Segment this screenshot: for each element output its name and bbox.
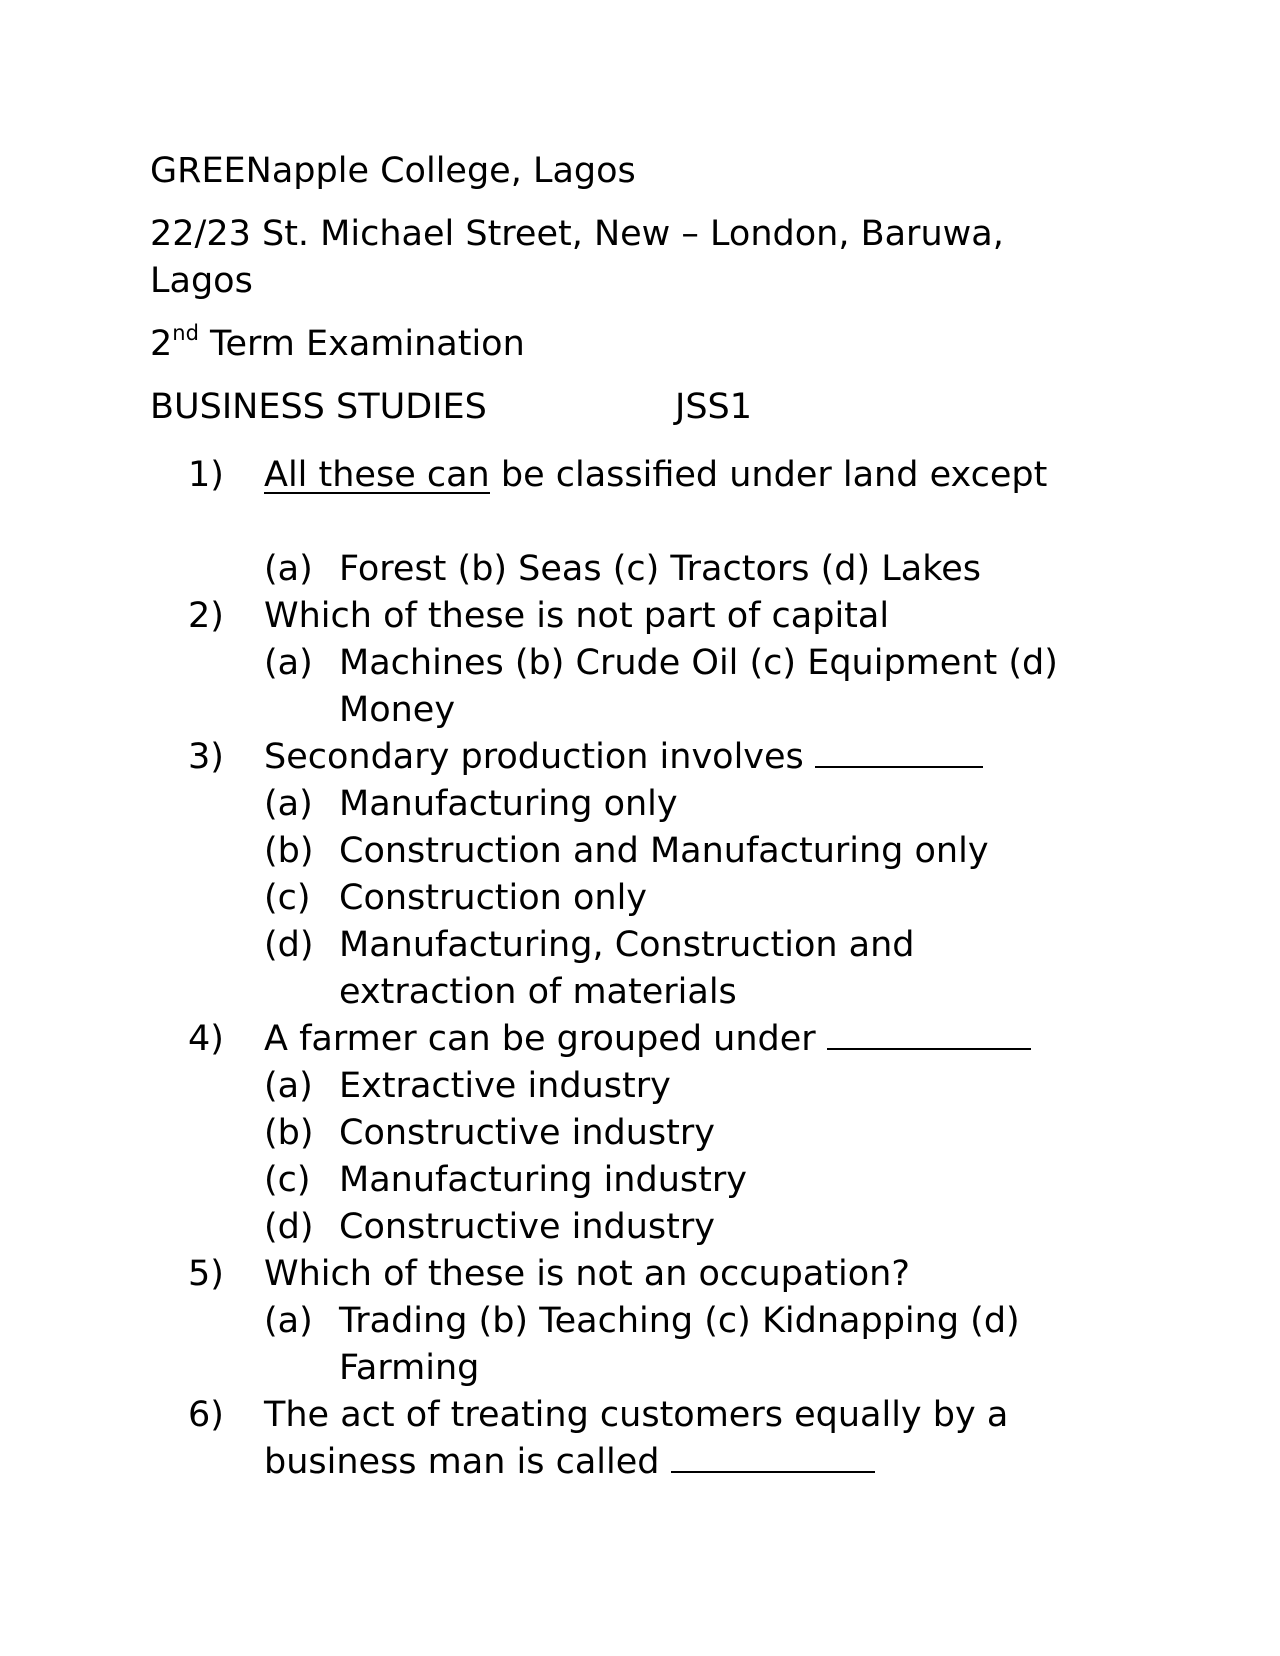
option-letter: (d) [264, 925, 314, 965]
question-text: All these can be classified under land except [264, 455, 1048, 495]
option-text: Manufacturing only [339, 784, 678, 824]
exam-header [150, 148, 1130, 431]
question-text: Which of these is not an occupation? [264, 1254, 910, 1294]
question-number: 2) [188, 596, 224, 636]
answer-blank [671, 1470, 875, 1473]
option-text: Manufacturing industry [339, 1160, 747, 1200]
answer-blank [827, 1047, 1031, 1050]
question-text-line [264, 734, 1124, 781]
school-name: GREENapple College, Lagos [150, 151, 636, 191]
option-letter: (a) [264, 643, 313, 683]
question-number: 6) [188, 1395, 224, 1435]
option-letter: (b) [264, 831, 314, 871]
option-text: Construction only [339, 878, 648, 918]
option-letter: (a) [264, 1066, 313, 1106]
question-text: Which of these is not part of capital [264, 596, 890, 636]
subject-name: BUSINESS STUDIES [150, 387, 487, 427]
option-letter: (a) [264, 1301, 313, 1341]
option-text: Forest (b) Seas (c) Tractors (d) Lakes [339, 549, 982, 589]
option-text: Machines (b) Crude Oil (c) Equipment (d) Money [339, 643, 1058, 730]
question-text: Secondary production involves [264, 737, 804, 777]
subject-line [150, 384, 1130, 431]
option-letter: (b) [264, 1113, 314, 1153]
exam-term [150, 321, 1130, 368]
option-text: Manufacturing, Construction and extraction of materials [339, 925, 915, 1012]
question-text-line [264, 1392, 1084, 1486]
school-address: 22/23 St. Michael Street, New – London, Baruwa, Lagos [150, 214, 1004, 301]
question-text: The act of treating customers equally by a business man is called [264, 1395, 1009, 1482]
question-number: 4) [188, 1019, 224, 1059]
option-text: Extractive industry [339, 1066, 671, 1106]
option-text: Constructive industry [339, 1113, 715, 1153]
option-text: Trading (b) Teaching (c) Kidnapping (d) Farming [339, 1301, 1020, 1388]
option-letter: (a) [264, 784, 313, 824]
answer-blank [815, 765, 983, 768]
term-ordinal-suffix: nd [172, 321, 199, 345]
option-letter: (a) [264, 549, 313, 589]
answer-blank [264, 492, 490, 494]
question-number: 3) [188, 737, 224, 777]
option-letter: (c) [264, 1160, 311, 1200]
question-number: 1) [188, 455, 224, 495]
class-name: JSS1 [675, 387, 753, 427]
question-text: A farmer can be grouped under [264, 1019, 816, 1059]
option-letter: (d) [264, 1207, 314, 1247]
option-text: Constructive industry [339, 1207, 715, 1247]
term-label: Term Examination [198, 324, 525, 364]
term-number: 2 [150, 324, 173, 364]
question-text-line [264, 1016, 1124, 1063]
option-text: Construction and Manufacturing only [339, 831, 989, 871]
option-letter: (c) [264, 878, 311, 918]
question-number: 5) [188, 1254, 224, 1294]
